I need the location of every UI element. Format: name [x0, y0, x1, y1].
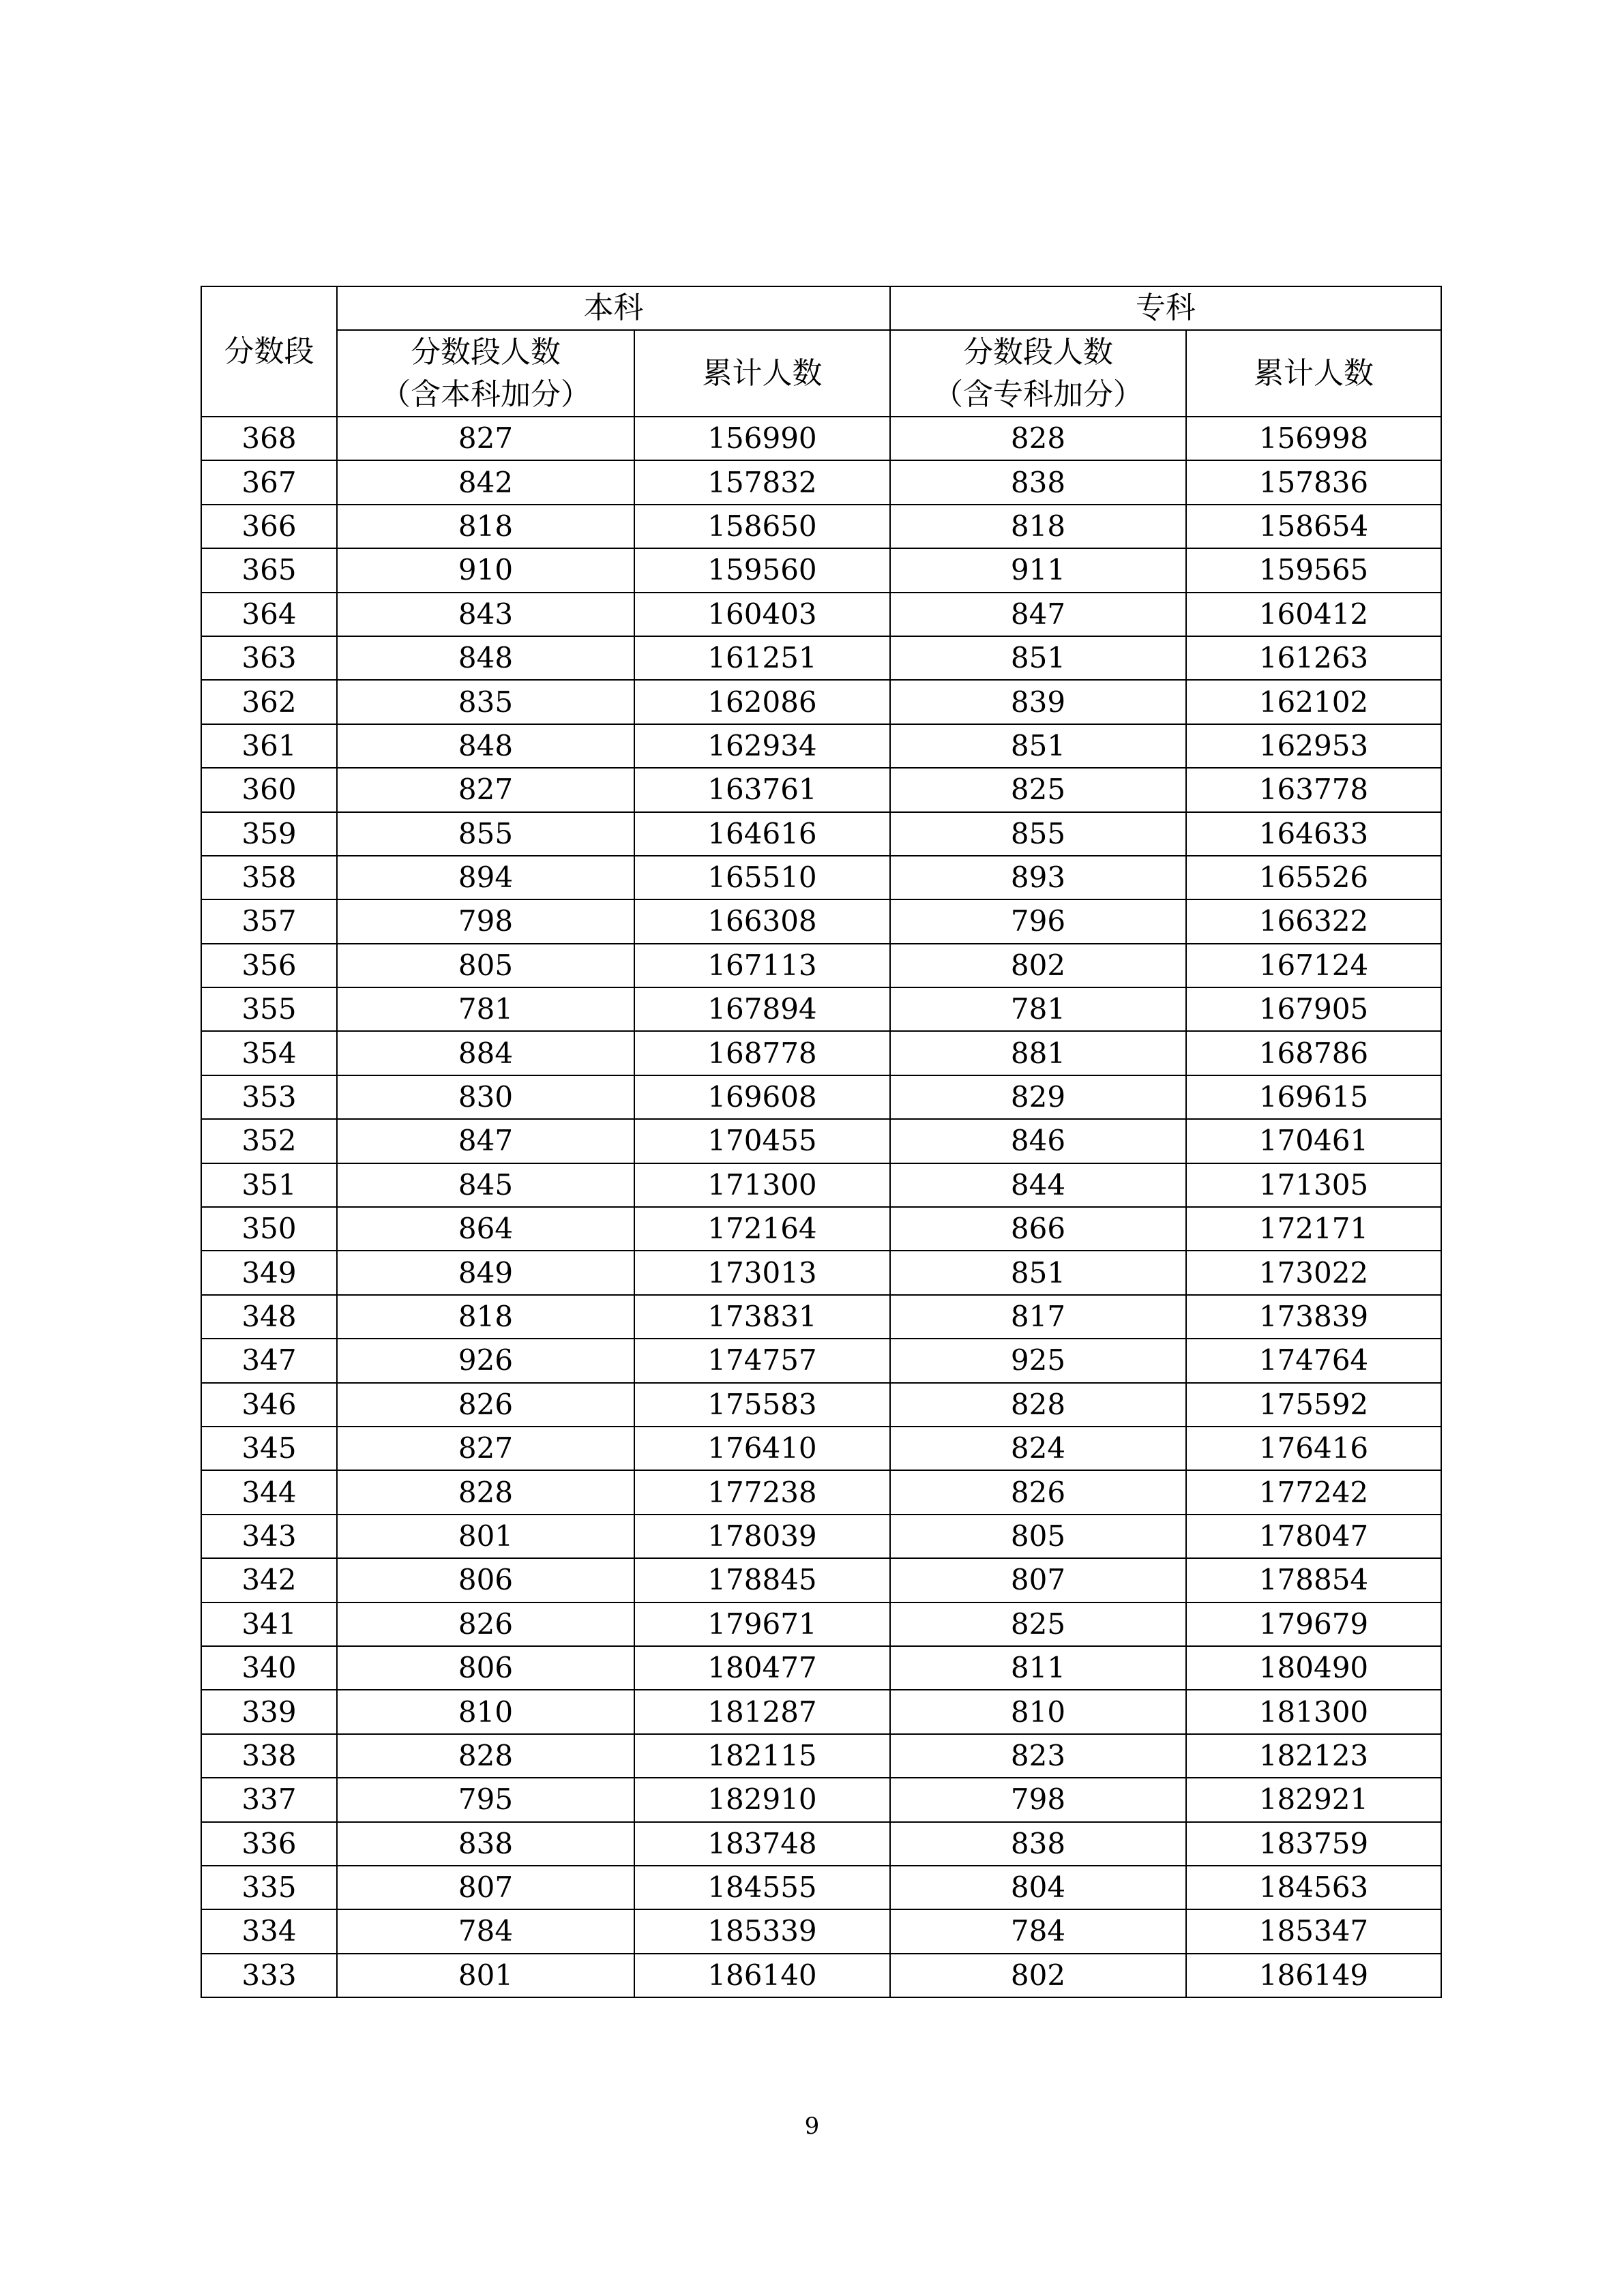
specialist-count-cell: 925 [890, 1339, 1186, 1382]
specialist-count-note: （含专科加分） [933, 376, 1143, 412]
table-row [201, 1778, 1441, 1821]
score-cell: 334 [201, 1909, 337, 1953]
specialist-cumulative-cell: 160412 [1186, 593, 1441, 636]
undergraduate-cumulative-cell: 166308 [634, 899, 890, 943]
specialist-count-cell: 839 [890, 680, 1186, 724]
specialist-cumulative-cell: 178047 [1186, 1515, 1441, 1558]
undergraduate-count-label: 分数段人数 [411, 334, 561, 370]
undergraduate-count-cell: 884 [337, 1031, 634, 1075]
table-row [201, 1031, 1441, 1075]
undergraduate-cumulative-cell: 156990 [634, 417, 890, 460]
undergraduate-cumulative-cell: 175583 [634, 1383, 890, 1427]
undergraduate-cumulative-cell: 178845 [634, 1558, 890, 1602]
undergraduate-cumulative-cell: 179671 [634, 1602, 890, 1646]
score-cell: 346 [201, 1383, 337, 1427]
table-row [201, 505, 1441, 548]
table-row [201, 1470, 1441, 1514]
undergraduate-cumulative-cell: 161251 [634, 636, 890, 680]
specialist-count-cell: 802 [890, 944, 1186, 987]
table-row [201, 593, 1441, 636]
undergraduate-count-cell: 781 [337, 987, 634, 1031]
specialist-cumulative-cell: 164633 [1186, 812, 1441, 856]
specialist-count-cell: 825 [890, 1602, 1186, 1646]
table-row [201, 1558, 1441, 1602]
score-cell: 342 [201, 1558, 337, 1602]
specialist-count-cell: 855 [890, 812, 1186, 856]
table-row [201, 1734, 1441, 1778]
table-row [201, 812, 1441, 856]
undergraduate-header: 本科 [337, 286, 890, 330]
specialist-cumulative-cell: 169615 [1186, 1075, 1441, 1119]
specialist-cumulative-cell: 173022 [1186, 1251, 1441, 1294]
specialist-count-cell: 838 [890, 460, 1186, 504]
undergraduate-count-note: （含本科加分） [381, 376, 591, 412]
score-cell: 359 [201, 812, 337, 856]
specialist-count-cell: 811 [890, 1646, 1186, 1690]
undergraduate-cumulative-cell: 159560 [634, 548, 890, 592]
table-row [201, 680, 1441, 724]
table-row [201, 1251, 1441, 1294]
undergraduate-cumulative-cell: 162086 [634, 680, 890, 724]
score-cell: 338 [201, 1734, 337, 1778]
specialist-count-cell: 823 [890, 1734, 1186, 1778]
score-cell: 355 [201, 987, 337, 1031]
undergraduate-count-cell: 855 [337, 812, 634, 856]
undergraduate-cumulative-cell: 174757 [634, 1339, 890, 1382]
table-row [201, 1690, 1441, 1733]
undergraduate-count-cell: 807 [337, 1866, 634, 1909]
undergraduate-count-cell: 801 [337, 1515, 634, 1558]
undergraduate-cumulative-cell: 183748 [634, 1822, 890, 1866]
score-cell: 340 [201, 1646, 337, 1690]
specialist-count-cell: 911 [890, 548, 1186, 592]
specialist-cumulative-cell: 178854 [1186, 1558, 1441, 1602]
score-cell: 344 [201, 1470, 337, 1514]
undergraduate-cumulative-cell: 162934 [634, 724, 890, 768]
undergraduate-cumulative-cell: 182115 [634, 1734, 890, 1778]
table-row [201, 1295, 1441, 1339]
undergraduate-cumulative-cell: 184555 [634, 1866, 890, 1909]
specialist-count-cell: 781 [890, 987, 1186, 1031]
specialist-cumulative-cell: 180490 [1186, 1646, 1441, 1690]
score-cell: 364 [201, 593, 337, 636]
specialist-count-cell: 804 [890, 1866, 1186, 1909]
undergraduate-count-cell: 842 [337, 460, 634, 504]
specialist-cumulative-cell: 162102 [1186, 680, 1441, 724]
specialist-cumulative-cell: 184563 [1186, 1866, 1441, 1909]
specialist-cumulative-cell: 185347 [1186, 1909, 1441, 1953]
undergraduate-cumulative-cell: 181287 [634, 1690, 890, 1733]
specialist-cumulative-header: 累计人数 [1186, 330, 1441, 417]
undergraduate-count-cell: 784 [337, 1909, 634, 1953]
table-row [201, 724, 1441, 768]
specialist-cumulative-cell: 176416 [1186, 1427, 1441, 1470]
specialist-count-cell: 810 [890, 1690, 1186, 1733]
specialist-count-cell: 847 [890, 593, 1186, 636]
undergraduate-count-cell: 827 [337, 768, 634, 811]
specialist-count-cell: 828 [890, 417, 1186, 460]
specialist-cumulative-cell: 175592 [1186, 1383, 1441, 1427]
undergraduate-count-cell: 818 [337, 1295, 634, 1339]
specialist-count-cell: 851 [890, 636, 1186, 680]
undergraduate-cumulative-cell: 168778 [634, 1031, 890, 1075]
specialist-cumulative-cell: 159565 [1186, 548, 1441, 592]
undergraduate-count-cell: 806 [337, 1646, 634, 1690]
score-cell: 368 [201, 417, 337, 460]
table-row [201, 768, 1441, 811]
specialist-count-cell: 881 [890, 1031, 1186, 1075]
specialist-cumulative-cell: 161263 [1186, 636, 1441, 680]
undergraduate-count-cell: 826 [337, 1602, 634, 1646]
undergraduate-cumulative-cell: 182910 [634, 1778, 890, 1821]
specialist-count-cell: 829 [890, 1075, 1186, 1119]
table-row [201, 1646, 1441, 1690]
table-row [201, 1339, 1441, 1382]
undergraduate-cumulative-cell: 173831 [634, 1295, 890, 1339]
undergraduate-count-cell: 835 [337, 680, 634, 724]
table-row [201, 460, 1441, 504]
table-row [201, 548, 1441, 592]
specialist-cumulative-cell: 158654 [1186, 505, 1441, 548]
undergraduate-count-cell: 849 [337, 1251, 634, 1294]
score-cell: 356 [201, 944, 337, 987]
specialist-count-cell: 824 [890, 1427, 1186, 1470]
undergraduate-count-cell: 848 [337, 724, 634, 768]
table-row [201, 1207, 1441, 1251]
specialist-count-cell: 802 [890, 1954, 1186, 1997]
undergraduate-cumulative-cell: 167113 [634, 944, 890, 987]
score-cell: 352 [201, 1119, 337, 1163]
specialist-cumulative-cell: 182921 [1186, 1778, 1441, 1821]
specialist-cumulative-cell: 166322 [1186, 899, 1441, 943]
score-cell: 337 [201, 1778, 337, 1821]
undergraduate-count-cell: 838 [337, 1822, 634, 1866]
specialist-cumulative-cell: 171305 [1186, 1163, 1441, 1207]
score-cell: 357 [201, 899, 337, 943]
undergraduate-count-cell: 910 [337, 548, 634, 592]
table-row [201, 1866, 1441, 1909]
specialist-cumulative-cell: 172171 [1186, 1207, 1441, 1251]
specialist-count-cell: 851 [890, 1251, 1186, 1294]
score-cell: 358 [201, 856, 337, 899]
table-row [201, 417, 1441, 460]
score-cell: 335 [201, 1866, 337, 1909]
score-cell: 366 [201, 505, 337, 548]
specialist-cumulative-cell: 170461 [1186, 1119, 1441, 1163]
specialist-count-cell: 826 [890, 1470, 1186, 1514]
table-row [201, 987, 1441, 1031]
specialist-header: 专科 [890, 286, 1441, 330]
table-body [201, 417, 1441, 1997]
specialist-count-cell: 784 [890, 1909, 1186, 1953]
score-range-header: 分数段 [201, 286, 337, 417]
undergraduate-count-cell: 847 [337, 1119, 634, 1163]
specialist-count-cell: 818 [890, 505, 1186, 548]
score-cell: 347 [201, 1339, 337, 1382]
score-cell: 336 [201, 1822, 337, 1866]
specialist-cumulative-cell: 173839 [1186, 1295, 1441, 1339]
specialist-count-cell: 851 [890, 724, 1186, 768]
undergraduate-cumulative-cell: 180477 [634, 1646, 890, 1690]
table-row [201, 944, 1441, 987]
specialist-count-cell: 807 [890, 1558, 1186, 1602]
score-distribution-table [201, 286, 1442, 1998]
specialist-cumulative-cell: 183759 [1186, 1822, 1441, 1866]
score-cell: 341 [201, 1602, 337, 1646]
undergraduate-count-cell: 848 [337, 636, 634, 680]
table-row [201, 1075, 1441, 1119]
table-row [201, 1515, 1441, 1558]
undergraduate-cumulative-cell: 172164 [634, 1207, 890, 1251]
score-cell: 360 [201, 768, 337, 811]
specialist-count-header [890, 330, 1186, 417]
undergraduate-count-cell: 806 [337, 1558, 634, 1602]
undergraduate-cumulative-cell: 165510 [634, 856, 890, 899]
table-row [201, 1383, 1441, 1427]
specialist-cumulative-cell: 177242 [1186, 1470, 1441, 1514]
undergraduate-count-cell: 798 [337, 899, 634, 943]
undergraduate-count-cell: 826 [337, 1383, 634, 1427]
undergraduate-cumulative-cell: 169608 [634, 1075, 890, 1119]
undergraduate-count-cell: 845 [337, 1163, 634, 1207]
table-row [201, 1822, 1441, 1866]
table-row [201, 1909, 1441, 1953]
undergraduate-cumulative-cell: 158650 [634, 505, 890, 548]
specialist-count-cell: 893 [890, 856, 1186, 899]
undergraduate-count-cell: 843 [337, 593, 634, 636]
specialist-count-cell: 805 [890, 1515, 1186, 1558]
specialist-cumulative-cell: 167905 [1186, 987, 1441, 1031]
undergraduate-cumulative-cell: 185339 [634, 1909, 890, 1953]
undergraduate-count-cell: 805 [337, 944, 634, 987]
specialist-cumulative-cell: 156998 [1186, 417, 1441, 460]
undergraduate-count-cell: 926 [337, 1339, 634, 1382]
score-cell: 348 [201, 1295, 337, 1339]
table-row [201, 636, 1441, 680]
specialist-count-cell: 844 [890, 1163, 1186, 1207]
undergraduate-cumulative-cell: 173013 [634, 1251, 890, 1294]
undergraduate-count-cell: 810 [337, 1690, 634, 1733]
undergraduate-cumulative-cell: 170455 [634, 1119, 890, 1163]
undergraduate-count-cell: 894 [337, 856, 634, 899]
specialist-cumulative-cell: 182123 [1186, 1734, 1441, 1778]
undergraduate-cumulative-cell: 171300 [634, 1163, 890, 1207]
undergraduate-cumulative-cell: 160403 [634, 593, 890, 636]
score-cell: 351 [201, 1163, 337, 1207]
specialist-cumulative-cell: 167124 [1186, 944, 1441, 987]
undergraduate-cumulative-cell: 164616 [634, 812, 890, 856]
specialist-count-cell: 838 [890, 1822, 1186, 1866]
undergraduate-cumulative-cell: 167894 [634, 987, 890, 1031]
undergraduate-cumulative-cell: 163761 [634, 768, 890, 811]
table-row [201, 899, 1441, 943]
specialist-cumulative-cell: 162953 [1186, 724, 1441, 768]
undergraduate-count-header [337, 330, 634, 417]
undergraduate-cumulative-header: 累计人数 [634, 330, 890, 417]
table-row [201, 1954, 1441, 1997]
undergraduate-count-cell: 818 [337, 505, 634, 548]
specialist-count-cell: 817 [890, 1295, 1186, 1339]
score-cell: 361 [201, 724, 337, 768]
specialist-cumulative-cell: 163778 [1186, 768, 1441, 811]
score-cell: 367 [201, 460, 337, 504]
specialist-count-cell: 866 [890, 1207, 1186, 1251]
specialist-cumulative-cell: 179679 [1186, 1602, 1441, 1646]
table-row [201, 856, 1441, 899]
score-cell: 354 [201, 1031, 337, 1075]
specialist-count-label: 分数段人数 [963, 334, 1113, 370]
score-cell: 363 [201, 636, 337, 680]
specialist-cumulative-cell: 174764 [1186, 1339, 1441, 1382]
score-cell: 339 [201, 1690, 337, 1733]
specialist-count-cell: 825 [890, 768, 1186, 811]
specialist-count-cell: 828 [890, 1383, 1186, 1427]
undergraduate-cumulative-cell: 177238 [634, 1470, 890, 1514]
specialist-cumulative-cell: 186149 [1186, 1954, 1441, 1997]
undergraduate-count-cell: 830 [337, 1075, 634, 1119]
undergraduate-cumulative-cell: 186140 [634, 1954, 890, 1997]
undergraduate-cumulative-cell: 178039 [634, 1515, 890, 1558]
specialist-cumulative-cell: 181300 [1186, 1690, 1441, 1733]
header-row-1 [201, 286, 1441, 330]
score-cell: 343 [201, 1515, 337, 1558]
specialist-cumulative-cell: 168786 [1186, 1031, 1441, 1075]
table-row [201, 1427, 1441, 1470]
undergraduate-count-cell: 801 [337, 1954, 634, 1997]
specialist-cumulative-cell: 157836 [1186, 460, 1441, 504]
header-row-2 [201, 330, 1441, 417]
undergraduate-count-cell: 827 [337, 1427, 634, 1470]
undergraduate-count-cell: 795 [337, 1778, 634, 1821]
undergraduate-count-cell: 864 [337, 1207, 634, 1251]
table-row [201, 1602, 1441, 1646]
score-cell: 353 [201, 1075, 337, 1119]
specialist-count-cell: 846 [890, 1119, 1186, 1163]
undergraduate-cumulative-cell: 157832 [634, 460, 890, 504]
undergraduate-count-cell: 828 [337, 1734, 634, 1778]
page-number: 9 [804, 2113, 820, 2140]
score-cell: 349 [201, 1251, 337, 1294]
specialist-count-cell: 798 [890, 1778, 1186, 1821]
undergraduate-count-cell: 828 [337, 1470, 634, 1514]
table-row [201, 1119, 1441, 1163]
specialist-cumulative-cell: 165526 [1186, 856, 1441, 899]
undergraduate-cumulative-cell: 176410 [634, 1427, 890, 1470]
undergraduate-count-cell: 827 [337, 417, 634, 460]
score-cell: 333 [201, 1954, 337, 1997]
score-cell: 345 [201, 1427, 337, 1470]
score-cell: 350 [201, 1207, 337, 1251]
table-header [201, 286, 1441, 417]
score-cell: 365 [201, 548, 337, 592]
table-row [201, 1163, 1441, 1207]
score-cell: 362 [201, 680, 337, 724]
specialist-count-cell: 796 [890, 899, 1186, 943]
